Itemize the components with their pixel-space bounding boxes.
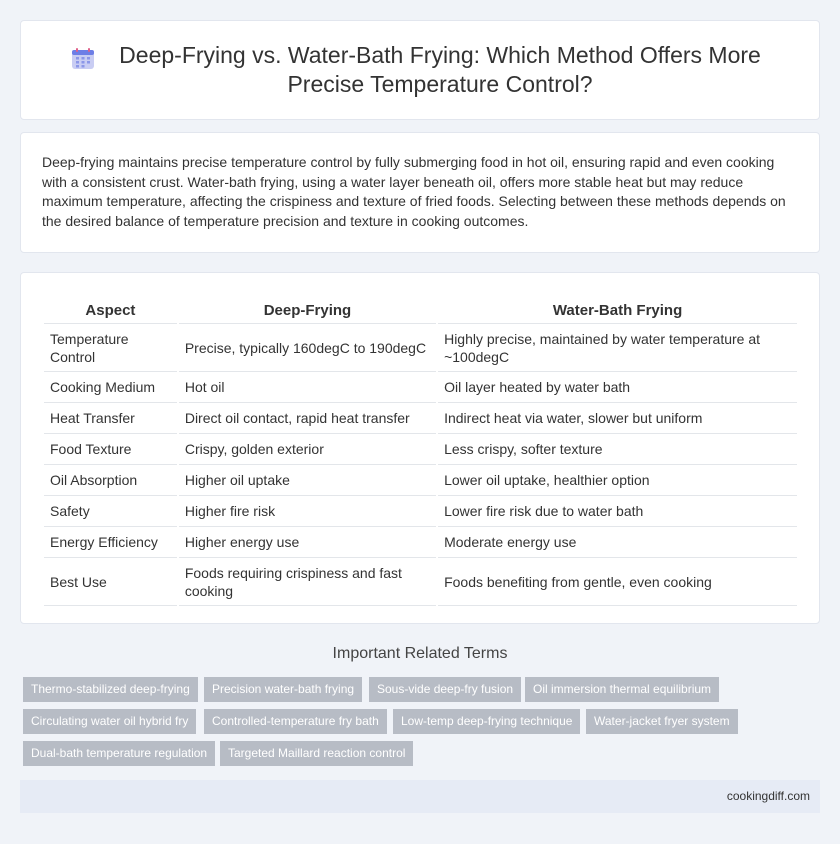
row-aspect: Temperature Control [44,324,177,372]
row-aspect: Best Use [44,558,177,606]
row-deep-frying: Precise, typically 160degC to 190degC [179,324,436,372]
term-tag[interactable]: Circulating water oil hybrid fry [23,709,196,734]
row-deep-frying: Higher energy use [179,527,436,558]
row-water-bath: Indirect heat via water, slower but uniform [438,403,797,434]
table-header-row [44,293,797,324]
row-aspect: Heat Transfer [44,403,177,434]
row-deep-frying: Hot oil [179,372,436,403]
row-water-bath: Foods benefiting from gentle, even cooking [438,558,797,606]
title-card [20,20,820,120]
row-deep-frying: Crispy, golden exterior [179,434,436,465]
footer-site-link[interactable]: cookingdiff.com [726,789,810,803]
table-row [44,434,797,465]
row-water-bath: Lower oil uptake, healthier option [438,465,797,496]
row-deep-frying: Direct oil contact, rapid heat transfer [179,403,436,434]
header-deep-frying: Deep-Frying [179,293,436,324]
page-title: Deep-Frying vs. Water-Bath Frying: Which Method Offers More Precise Temperature Control? [119,42,761,97]
comparison-card [20,272,820,624]
term-tag[interactable]: Water-jacket fryer system [586,709,738,734]
row-water-bath: Less crispy, softer texture [438,434,797,465]
row-aspect: Food Texture [44,434,177,465]
related-terms-heading: Important Related Terms [332,645,508,662]
row-deep-frying: Foods requiring crispiness and fast cooking [179,558,436,606]
row-water-bath: Highly precise, maintained by water temperature at ~100degC [438,324,797,372]
term-tag[interactable]: Sous-vide deep-fry fusion [369,677,521,702]
table-row [44,372,797,403]
header-water-bath-frying: Water-Bath Frying [438,293,797,324]
row-aspect: Oil Absorption [44,465,177,496]
row-deep-frying: Higher fire risk [179,496,436,527]
row-deep-frying: Higher oil uptake [179,465,436,496]
intro-paragraph: Deep-frying maintains precise temperature control by fully submerging food in hot oil, ensuring rapid and even cooking with a consistent crust. Water-bath frying, using a water layer beneath oil, offers more stable heat but may reduce maximum temperature, affecting the crispiness and texture of fried foods. Selecting between these methods depends on the desired balance of temperature precision and texture in cooking outcomes. [42,154,786,229]
table-row [44,403,797,434]
term-tag[interactable]: Thermo-stabilized deep-frying [23,677,198,702]
table-row [44,558,797,606]
row-water-bath: Moderate energy use [438,527,797,558]
row-water-bath: Oil layer heated by water bath [438,372,797,403]
header-aspect: Aspect [44,293,177,324]
term-tag[interactable]: Controlled-temperature fry bath [204,709,387,734]
table-row [44,496,797,527]
table-row [44,324,797,372]
row-aspect: Safety [44,496,177,527]
table-row [44,465,797,496]
term-tag[interactable]: Dual-bath temperature regulation [23,741,215,766]
term-tag[interactable]: Precision water-bath frying [204,677,362,702]
row-aspect: Cooking Medium [44,372,177,403]
row-water-bath: Lower fire risk due to water bath [438,496,797,527]
term-tag[interactable]: Low-temp deep-frying technique [393,709,580,734]
table-row [44,527,797,558]
comparison-table [42,293,799,606]
footer [20,780,820,813]
term-tag[interactable]: Oil immersion thermal equilibrium [525,677,719,702]
term-tag[interactable]: Targeted Maillard reaction control [220,741,413,766]
row-aspect: Energy Efficiency [44,527,177,558]
intro-card [20,132,820,253]
